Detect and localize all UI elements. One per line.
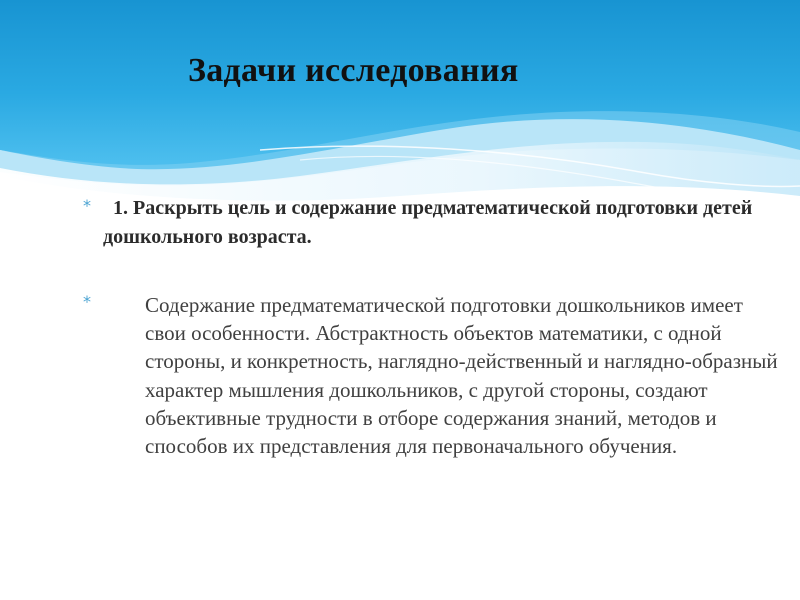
bullet-star-icon: * [83, 196, 91, 215]
slide-title: Задачи исследования [188, 52, 519, 89]
bullet-task-1: 1. Раскрыть цель и содержание предматематической подготовки детей дошкольного возраста. [103, 197, 753, 248]
bullet-star-icon: * [83, 292, 91, 311]
bullet-content-description: Содержание предматематической подготовки дошкольников имеет свои особенности. Абстрактность объектов математики, с одной стороны, и конкретность, наглядно-действенный и наглядно-образный характер мышления дошкольников, с другой стороны, создают объективные трудности в отборе содержания знаний, методов и способов их представления для первоначального обучения. [145, 293, 778, 459]
